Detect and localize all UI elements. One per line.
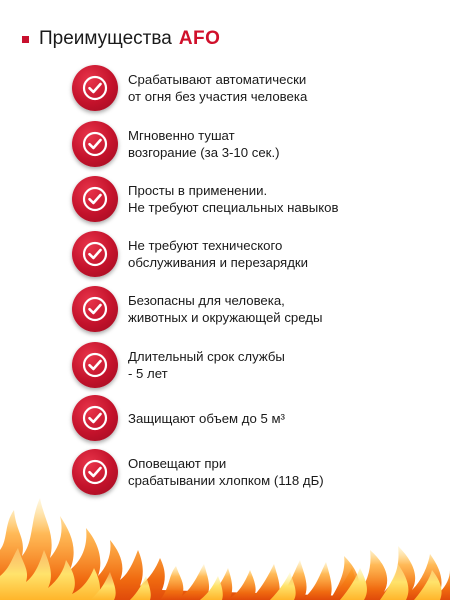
check-circle-icon xyxy=(72,395,118,441)
check-circle-icon xyxy=(72,231,118,277)
list-item-line: Не требуют технического xyxy=(128,238,283,253)
list-item xyxy=(72,340,442,390)
list-item xyxy=(72,63,442,113)
list-item xyxy=(72,229,442,279)
list-item-text xyxy=(128,71,307,105)
list-item-line: от огня без участия человека xyxy=(128,89,308,104)
list-item-text xyxy=(128,410,285,427)
list-item-text xyxy=(128,237,308,271)
list-item-line: Мгновенно тушат xyxy=(128,128,235,143)
list-item-line: Длительный срок службы xyxy=(128,349,285,364)
list-item-line: Оповещают при xyxy=(128,456,227,471)
list-item-line: животных и окружающей среды xyxy=(128,310,323,325)
check-circle-icon xyxy=(72,286,118,332)
list-item xyxy=(72,119,442,169)
list-item-line: Срабатывают автоматически xyxy=(128,72,307,87)
list-item-text xyxy=(128,348,285,382)
list-item xyxy=(72,284,442,334)
flames-icon xyxy=(0,480,450,600)
list-item-line: срабатывании хлопком (118 дБ) xyxy=(128,473,324,488)
section-title: Преимущества xyxy=(39,28,172,49)
list-item-line: возгорание (за 3-10 сек.) xyxy=(128,145,280,160)
list-item-text xyxy=(128,292,322,326)
list-item xyxy=(72,174,442,224)
list-item-line: Защищают объем до 5 м³ xyxy=(128,410,285,426)
header-bullet-icon xyxy=(22,36,29,43)
list-item-line: Просты в применении. xyxy=(128,183,268,198)
check-circle-icon xyxy=(72,176,118,222)
list-item-text xyxy=(128,127,280,161)
brand-name: AFO xyxy=(178,28,221,49)
check-circle-icon xyxy=(72,65,118,111)
list-item-line: Не требуют специальных навыков xyxy=(128,200,339,215)
section-header xyxy=(22,24,220,54)
list-item-line: обслуживания и перезарядки xyxy=(128,255,309,270)
check-circle-icon xyxy=(72,342,118,388)
list-item-line: - 5 лет xyxy=(128,366,168,381)
list-item-text xyxy=(128,182,339,216)
list-item xyxy=(72,393,442,443)
check-circle-icon xyxy=(72,121,118,167)
list-item-line: Безопасны для человека, xyxy=(128,293,285,308)
